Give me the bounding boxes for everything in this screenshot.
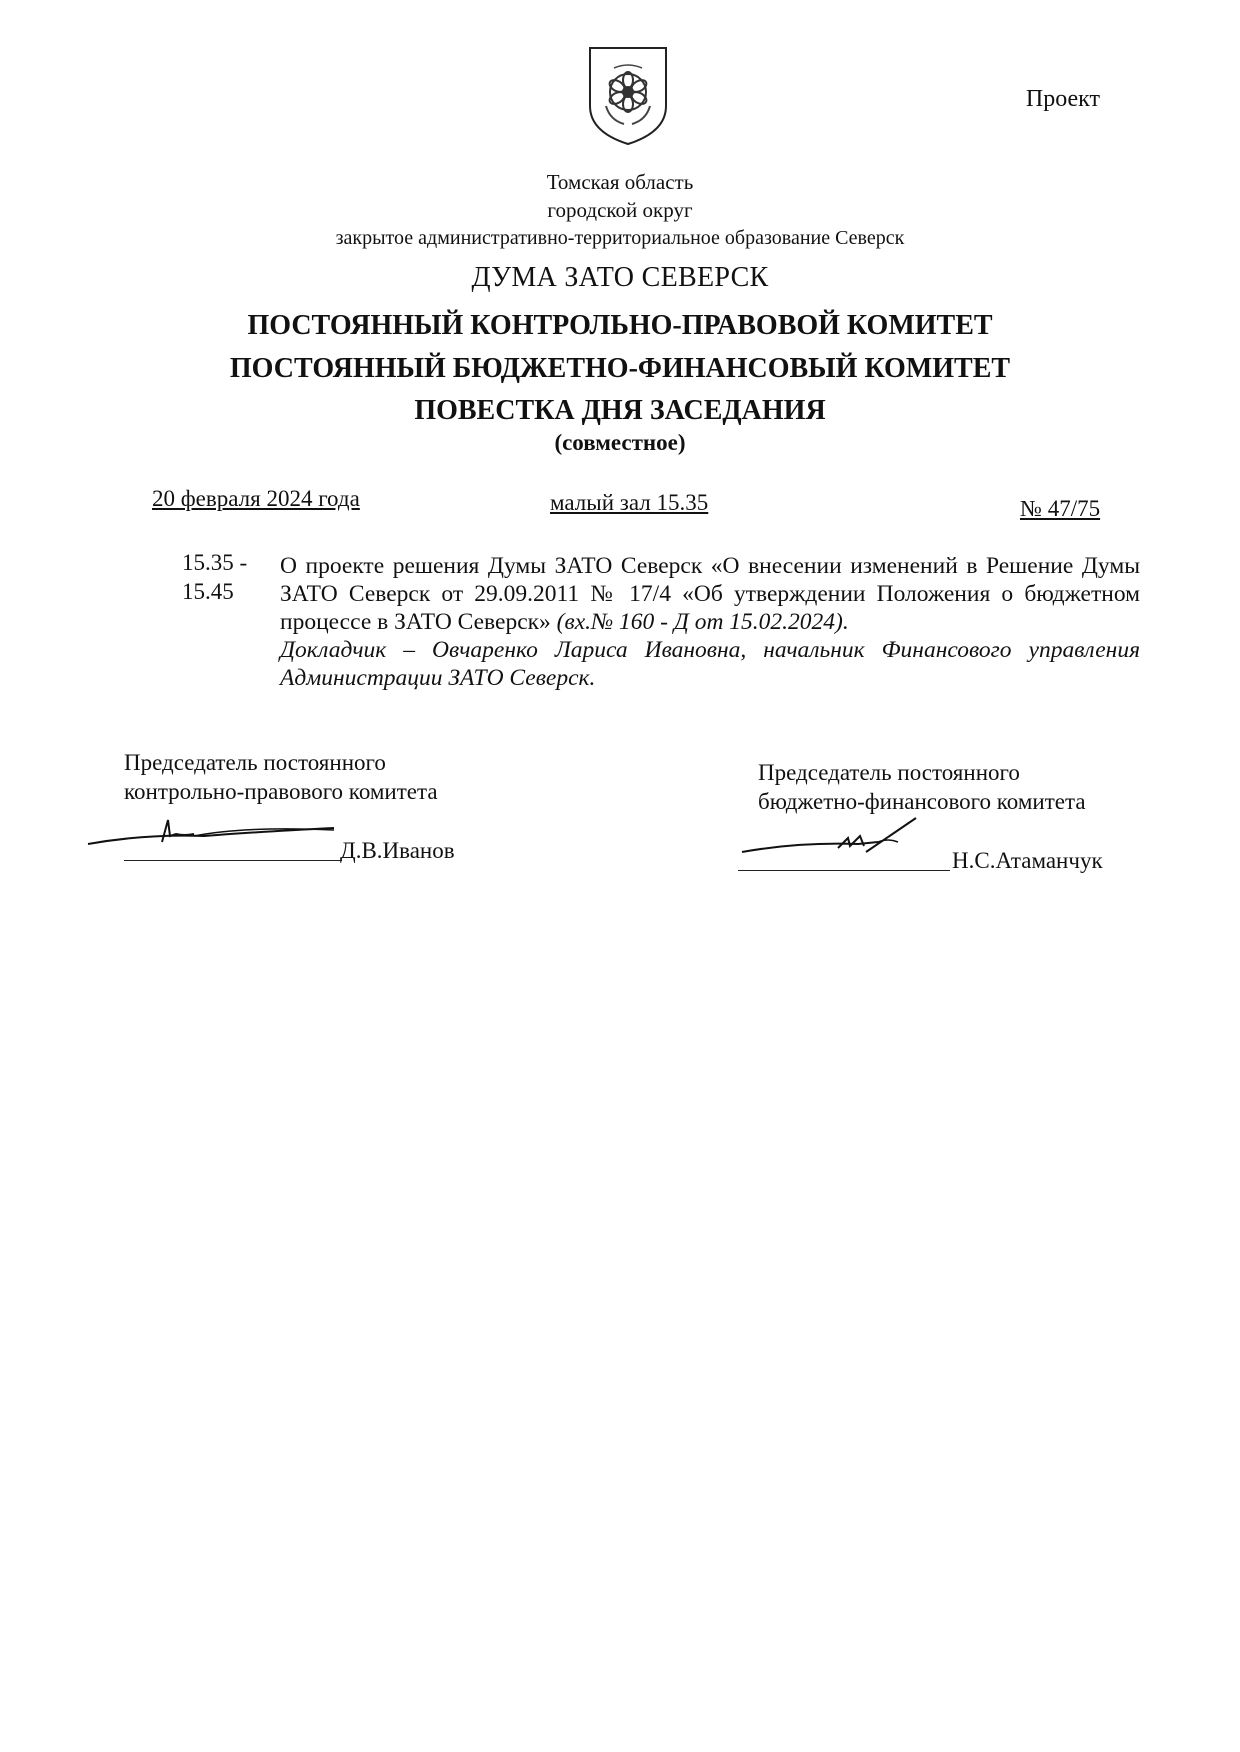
committee-budget-finance: ПОСТОЯННЫЙ БЮДЖЕТНО-ФИНАНСОВЫЙ КОМИТЕТ [229, 353, 1011, 384]
left-handwritten-signature [84, 812, 344, 852]
right-signer-name: Н.С.Атаманчук [952, 848, 1103, 873]
right-signer-title-line2: бюджетно-финансового комитета [758, 789, 1086, 814]
agenda-item [280, 552, 1140, 692]
left-signer-title-line2: контрольно-правового комитета [124, 779, 438, 804]
agenda-incoming-ref: (вх.№ 160 - Д от 15.02.2024). [550, 609, 849, 635]
left-signer-name: Д.В.Иванов [340, 838, 455, 863]
duma-title: ДУМА ЗАТО СЕВЕРСК [471, 262, 769, 293]
document-subtitle: (совместное) [554, 430, 686, 455]
committee-control-legal: ПОСТОЯННЫЙ КОНТРОЛЬНО-ПРАВОВОЙ КОМИТЕТ [247, 310, 993, 341]
coat-of-arms-emblem [584, 44, 672, 148]
region-line: Томская область [546, 170, 694, 194]
draft-label: Проект [1025, 86, 1100, 112]
agenda-time [182, 548, 262, 606]
right-signer-title-line1: Председатель постоянного [758, 760, 1020, 785]
agenda-time-end: 15.45 [182, 579, 234, 604]
left-signature-line [124, 860, 342, 861]
document-number: № 47/75 [1020, 496, 1101, 521]
district-line: городской округ [547, 198, 693, 222]
left-signer-title [124, 748, 438, 806]
right-signer-title [758, 758, 1086, 816]
agenda-speaker: Докладчик – Овчаренко Лариса Ивановна, начальник Финансового управления Администрации ЗАТО Северск. [280, 637, 1140, 691]
agenda-item-text: О проекте решения Думы ЗАТО Северск «О внесении изменений в Решение Думы ЗАТО Северск от 29.09.2011 № 17/4 «Об утверждении Положения о бюджетном процессе в ЗАТО Северск» [280, 553, 1140, 635]
meeting-place-time: малый зал 15.35 [550, 490, 709, 515]
agenda-time-start: 15.35 - [182, 550, 248, 575]
meeting-date: 20 февраля 2024 года [152, 486, 360, 511]
right-handwritten-signature [738, 812, 958, 860]
zato-line: закрытое административно-территориальное образование Северск [335, 227, 905, 249]
left-signer-title-line1: Председатель постоянного [124, 750, 386, 775]
right-signature-line [738, 870, 950, 871]
document-title: ПОВЕСТКА ДНЯ ЗАСЕДАНИЯ [414, 395, 826, 426]
